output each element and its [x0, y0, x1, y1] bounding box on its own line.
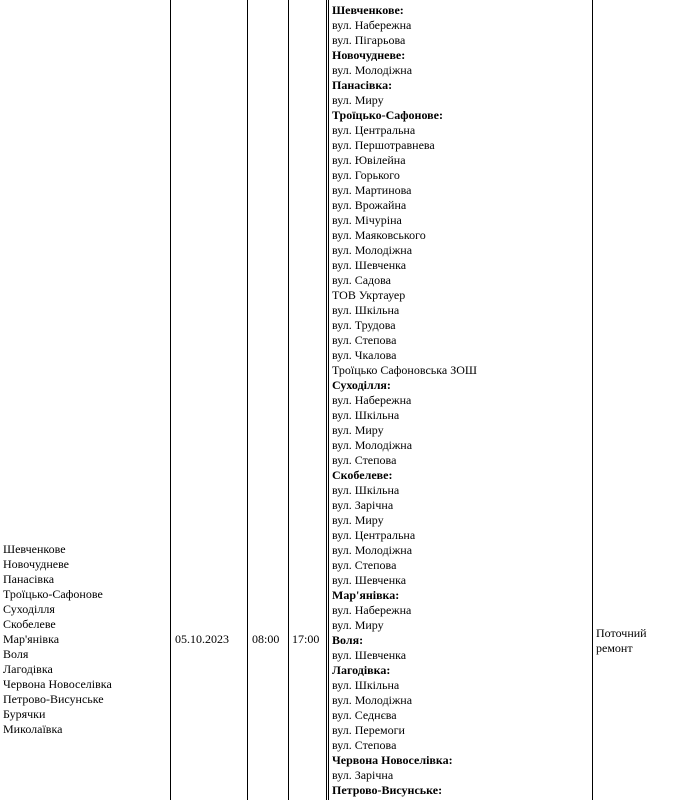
- street-item: ТОВ Укртауер: [332, 288, 406, 302]
- street-item: вул. Шевченка: [332, 648, 407, 662]
- street-item: вул. Центральна: [332, 528, 416, 542]
- street-item: вул. Миру: [332, 93, 384, 107]
- settlement-item: Мар'янівка: [3, 632, 60, 646]
- reason-cell: Поточний ремонт: [596, 626, 647, 655]
- street-item: вул. Набережна: [332, 603, 412, 617]
- street-item: вул. Миру: [332, 513, 384, 527]
- settlement-heading: Петрово-Висунське:: [332, 783, 443, 797]
- settlement-item: Червона Новоселівка: [3, 677, 112, 691]
- street-item: вул. Молодіжна: [332, 63, 413, 77]
- street-item: вул. Молодіжна: [332, 243, 413, 257]
- column-divider: [288, 0, 289, 800]
- street-item: вул. Трудова: [332, 318, 396, 332]
- street-item: вул. Зарічна: [332, 768, 394, 782]
- street-item: вул. Молодіжна: [332, 693, 413, 707]
- street-item: вул. Горького: [332, 168, 400, 182]
- street-item: вул. Шкільна: [332, 303, 400, 317]
- settlement-item: Новочудневе: [3, 557, 69, 571]
- street-item: вул. Шкільна: [332, 408, 400, 422]
- street-item: вул. Центральна: [332, 123, 416, 137]
- settlement-item: Бурячки: [3, 707, 46, 721]
- settlement-item: Миколаївка: [3, 722, 63, 736]
- street-item: вул. Набережна: [332, 18, 412, 32]
- settlement-heading: Шевченкове:: [332, 3, 404, 17]
- settlement-heading: Панасівка:: [332, 78, 393, 92]
- settlement-heading: Воля:: [332, 633, 364, 647]
- street-item: вул. Седнєва: [332, 708, 397, 722]
- settlement-item: Воля: [3, 647, 29, 661]
- settlement-heading: Новочудневе:: [332, 48, 406, 62]
- street-item: вул. Миру: [332, 423, 384, 437]
- settlement-heading: Суходілля:: [332, 378, 391, 392]
- street-item: вул. Степова: [332, 333, 397, 347]
- street-item: вул. Ювілейна: [332, 153, 406, 167]
- settlement-item: Лагодівка: [3, 662, 53, 676]
- settlement-heading: Червона Новоселівка:: [332, 753, 453, 767]
- settlement-item: Панасівка: [3, 572, 55, 586]
- settlement-item: Суходілля: [3, 602, 55, 616]
- street-item: вул. Молодіжна: [332, 543, 413, 557]
- column-divider: [326, 0, 327, 800]
- street-item: вул. Шкільна: [332, 483, 400, 497]
- settlement-item: Петрово-Висунське: [3, 692, 104, 706]
- street-item: вул. Шкільна: [332, 678, 400, 692]
- street-item: вул. Маяковського: [332, 228, 426, 242]
- streets-cell: [332, 3, 477, 798]
- column-divider: [592, 0, 593, 800]
- settlement-heading: Троїцько-Сафонове:: [332, 108, 443, 122]
- street-item: вул. Степова: [332, 453, 397, 467]
- settlement-heading: Лагодівка:: [332, 663, 391, 677]
- street-item: вул. Врожайна: [332, 198, 407, 212]
- settlement-heading: Мар'янівка:: [332, 588, 400, 602]
- street-item: вул. Пігарьова: [332, 33, 406, 47]
- street-item: вул. Садова: [332, 273, 391, 287]
- street-item: Троїцько Сафоновська ЗОШ: [332, 363, 478, 377]
- settlement-item: Шевченкове: [3, 542, 66, 556]
- street-item: вул. Мічуріна: [332, 213, 402, 227]
- settlement-heading: Скобелеве:: [332, 468, 393, 482]
- street-item: вул. Миру: [332, 618, 384, 632]
- column-divider: [247, 0, 248, 800]
- street-item: вул. Степова: [332, 738, 397, 752]
- settlement-item: Троїцько-Сафонове: [3, 587, 103, 601]
- street-item: вул. Зарічна: [332, 498, 394, 512]
- time-end-cell: 17:00: [292, 632, 320, 646]
- street-item: вул. Мартинова: [332, 183, 412, 197]
- street-item: вул. Чкалова: [332, 348, 397, 362]
- time-start-cell: 08:00: [252, 632, 280, 646]
- street-item: вул. Степова: [332, 558, 397, 572]
- column-divider: [170, 0, 171, 800]
- column-divider: [328, 0, 329, 800]
- settlements-cell: [3, 542, 112, 737]
- street-item: вул. Шевченка: [332, 573, 407, 587]
- street-item: вул. Перемоги: [332, 723, 405, 737]
- date-cell: 05.10.2023: [175, 632, 229, 646]
- street-item: вул. Шевченка: [332, 258, 407, 272]
- street-item: вул. Першотравнева: [332, 138, 435, 152]
- street-item: вул. Молодіжна: [332, 438, 413, 452]
- settlement-item: Скобелеве: [3, 617, 56, 631]
- street-item: вул. Набережна: [332, 393, 412, 407]
